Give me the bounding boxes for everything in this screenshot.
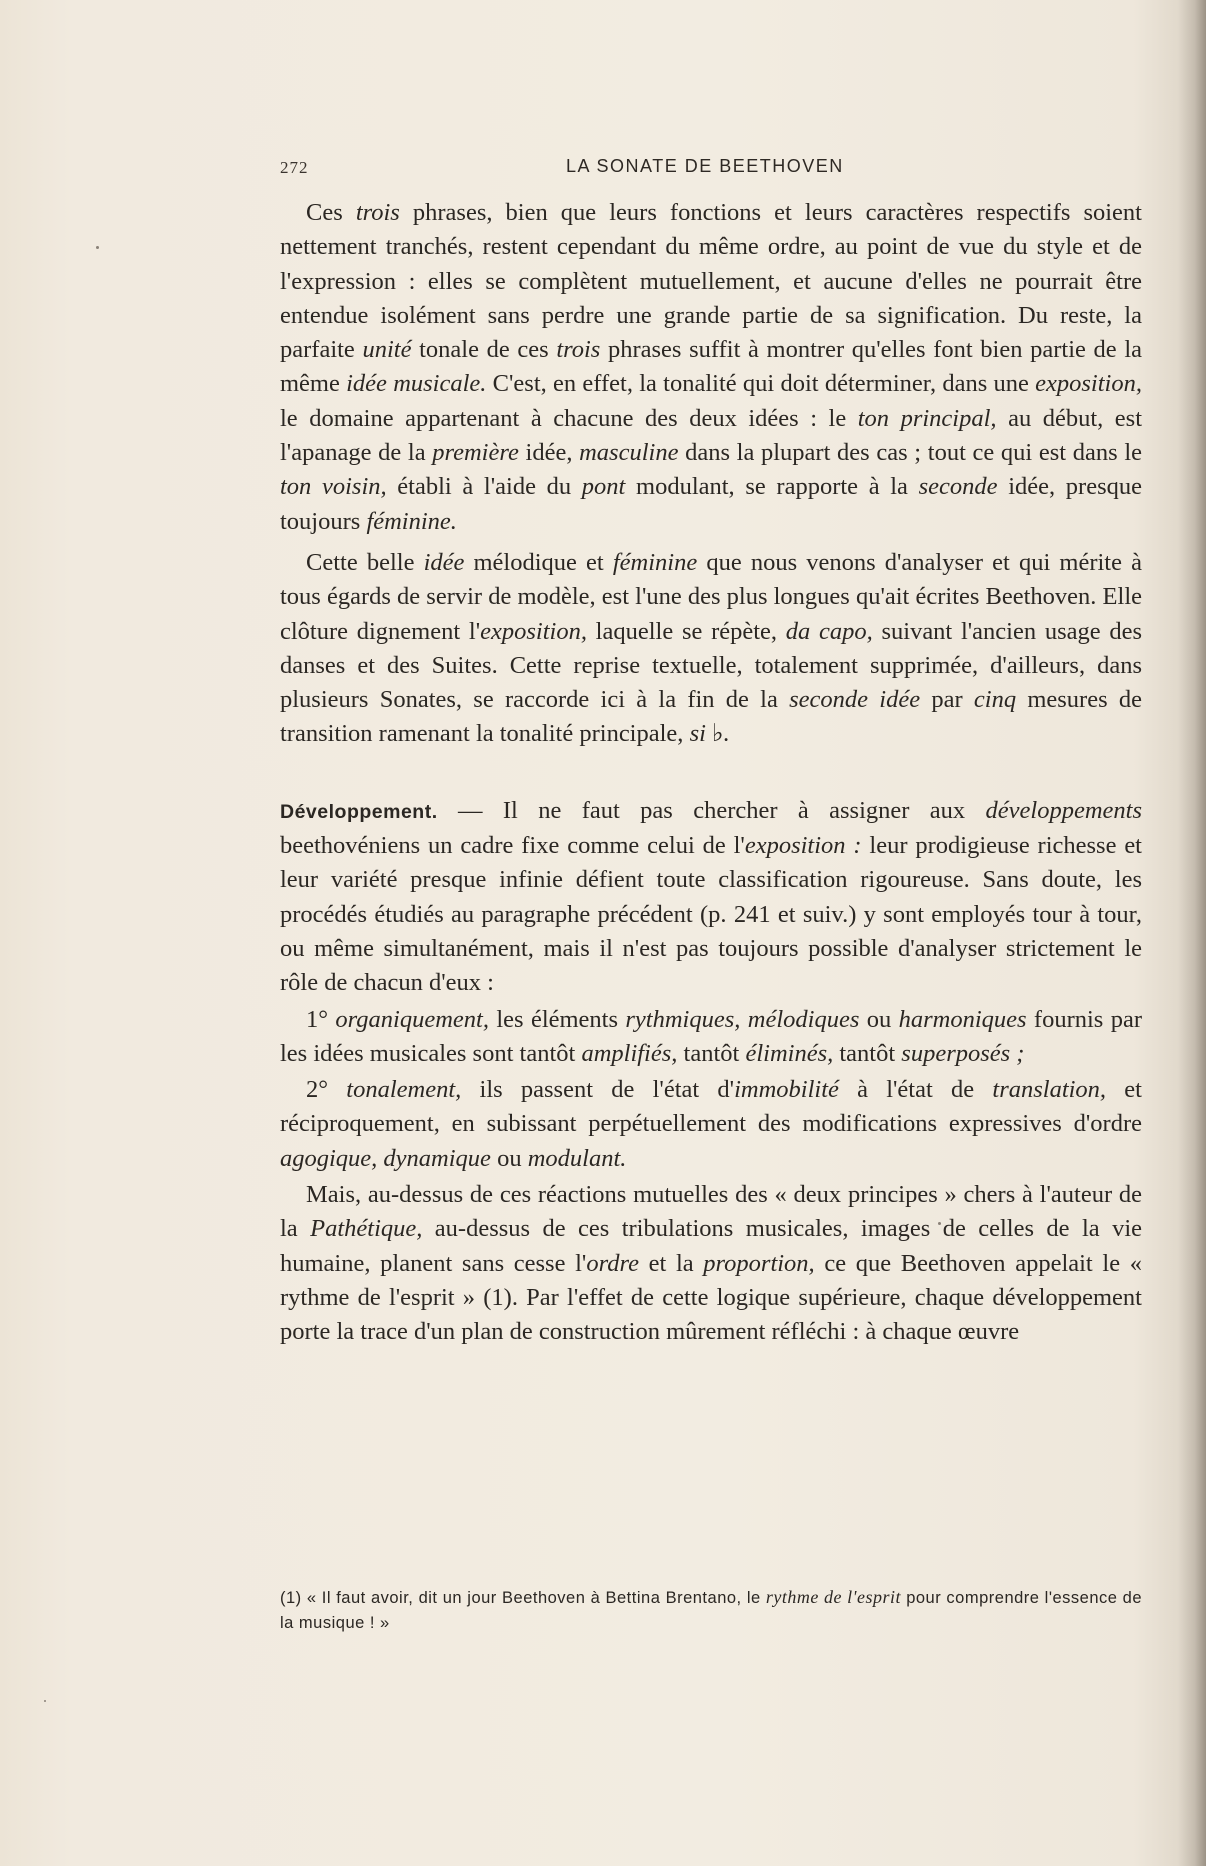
italic-run: éliminés, xyxy=(745,1039,834,1067)
item-number: 1° xyxy=(306,1005,336,1033)
text-run: au début, est l'apanage de la xyxy=(280,404,1143,467)
paper-speck xyxy=(44,1700,46,1702)
item-number: 2° xyxy=(306,1076,347,1104)
text-run: beethovéniens un cadre fixe comme celui de l' xyxy=(280,832,745,860)
italic-run: féminine. xyxy=(366,507,457,535)
text-run: tantôt xyxy=(677,1039,746,1067)
text-run: phrases suffit à montrer qu'elles font bien partie de la même xyxy=(280,336,1142,398)
italic-run: ordre xyxy=(586,1249,639,1277)
text-run: que nous venons d'analyser et qui mérite à tous égards de servir de modèle, est l'une des plus longues qu'ait écrites Beethoven. Elle clôture dignement l' xyxy=(280,548,1143,645)
text-run: établi à l'aide du xyxy=(386,473,582,501)
italic-run: rythme de l'esprit xyxy=(765,1587,901,1607)
italic-run: organiquement, xyxy=(335,1005,489,1033)
section-paragraph xyxy=(280,794,1142,1001)
text-run: suivant l'ancien usage des danses et des Suites. Cette reprise textuelle, totalement supprimée, d'ailleurs, dans plusieurs Sonates, se raccorde ici à la fin de la xyxy=(280,617,1143,714)
text-run: et la xyxy=(638,1249,704,1277)
italic-run: exposition : xyxy=(744,832,862,860)
italic-run: proportion, xyxy=(703,1249,815,1277)
italic-run: cinq xyxy=(973,686,1017,714)
italic-run: exposition, xyxy=(1035,370,1142,398)
text-run: ou xyxy=(490,1144,528,1172)
italic-run: féminine xyxy=(612,548,698,576)
footnote xyxy=(280,1585,1142,1636)
section-heading: Développement. xyxy=(280,800,438,823)
text-run: leur prodigieuse richesse et leur variété presque infinie défient toute classification rigoureuse. Sans doute, les procédés étudiés au paragraphe précédent (p. 241 et suiv.) y sont employés tour à tour, ou même simultanément, mais il n'est pas toujours possible d'analyser strictement le rôle de chacun d'eux : xyxy=(280,832,1142,997)
italic-run: unité xyxy=(362,336,412,364)
paragraph xyxy=(280,546,1142,752)
italic-run: idée xyxy=(423,548,465,576)
text-run: ce que Beethoven appelait le « rythme de l'esprit » (1). Par l'effet de cette logique supérieure, chaque développement porte la trace d'un plan de construction mûrement réfléchi : à chaque œuvre xyxy=(280,1249,1142,1346)
text-run: ou xyxy=(859,1005,899,1033)
text-run: Mais, au-dessus de ces réactions mutuelles des « deux principes » chers à l'auteur de la xyxy=(280,1181,1142,1243)
paragraph xyxy=(280,196,1142,539)
text-run: dans la plupart des cas ; tout ce qui est dans le xyxy=(678,439,1142,467)
page-number: 272 xyxy=(280,158,309,177)
text-run: Cette belle xyxy=(306,548,424,576)
italic-run: seconde xyxy=(918,473,998,501)
page-edge-shadow xyxy=(1178,0,1206,1866)
text-run: tantôt xyxy=(833,1039,902,1067)
italic-run: immobilité xyxy=(734,1076,839,1104)
text-run: et réciproquement, en subissant perpétuellement des modifications expressives d'ordre xyxy=(280,1076,1142,1138)
italic-run: développements xyxy=(985,796,1142,824)
italic-run: ton principal, xyxy=(857,404,997,432)
paper-speck xyxy=(96,246,99,249)
italic-run: masculine xyxy=(579,439,679,467)
text-run: Ces xyxy=(306,199,356,226)
text-run: pour comprendre l'essence de la musique ! » xyxy=(280,1589,1143,1632)
text-run: — Il ne faut pas chercher à assigner aux xyxy=(437,796,986,824)
paragraph xyxy=(280,1178,1142,1349)
list-item xyxy=(280,1073,1142,1176)
italic-run: harmoniques xyxy=(898,1005,1027,1033)
text-run: mesures de transition ramenant la tonalité principale, xyxy=(280,686,1142,748)
italic-run: si ♭. xyxy=(689,720,730,748)
text-run: modulant, se rapporte à la xyxy=(625,473,919,501)
text-run: (1) « Il faut avoir, dit un jour Beethoven à Bettina Brentano, le xyxy=(280,1589,766,1607)
italic-run: tonalement, xyxy=(346,1076,462,1104)
text-run: tonale de ces xyxy=(411,336,557,364)
text-run: au-dessus de ces tribulations musicales, images de celles de la vie humaine, planent sans cesse l' xyxy=(280,1215,1142,1277)
text-run: idée, xyxy=(518,439,580,467)
text-run: phrases, bien que leurs fonctions et leurs caractères respectifs soient nettement tranchés, restent cependant du même ordre, au point de vue du style et de l'expression : elles se complètent mutuellement, et aucune d'elles ne pourrait être entendue isolément sans perdre une grande partie de sa signification. Du reste, la parfaite xyxy=(280,199,1142,364)
italic-run: ton voisin, xyxy=(280,473,387,501)
italic-run: translation, xyxy=(992,1076,1107,1104)
text-run: laquelle se répète, xyxy=(586,617,786,645)
italic-run: trois xyxy=(355,199,400,226)
text-run: par xyxy=(920,686,974,714)
text-run: mélodique et xyxy=(464,548,613,576)
body-text xyxy=(280,196,1142,1350)
text-run: ils passent de l'état d' xyxy=(461,1076,735,1104)
italic-run: Pathétique, xyxy=(310,1215,423,1243)
running-title: LA SONATE DE BEETHOVEN xyxy=(566,156,844,176)
italic-run: da capo, xyxy=(785,617,873,645)
text-run: idée, presque toujours xyxy=(280,473,1142,535)
italic-run: pont xyxy=(581,473,626,501)
running-head xyxy=(280,156,1140,182)
text-run: fournis par les idées musicales sont tantôt xyxy=(280,1005,1142,1067)
italic-run: trois xyxy=(556,336,601,364)
italic-run: idée musicale. xyxy=(346,370,487,398)
italic-run: exposition, xyxy=(480,617,587,645)
italic-run: seconde idée xyxy=(789,686,921,714)
italic-run: rythmiques, mélodiques xyxy=(625,1005,860,1033)
italic-run: première xyxy=(432,439,519,467)
italic-run: amplifiés, xyxy=(581,1039,678,1067)
italic-run: superposés ; xyxy=(901,1039,1025,1067)
list-item xyxy=(280,1003,1142,1072)
text-run: le domaine appartenant à chacune des deux idées : le xyxy=(280,404,858,432)
text-run: C'est, en effet, la tonalité qui doit déterminer, dans une xyxy=(486,370,1036,398)
text-run: à l'état de xyxy=(838,1076,993,1104)
italic-run: agogique, dynamique xyxy=(280,1144,491,1172)
text-run: les éléments xyxy=(488,1005,626,1033)
italic-run: modulant. xyxy=(527,1144,627,1172)
